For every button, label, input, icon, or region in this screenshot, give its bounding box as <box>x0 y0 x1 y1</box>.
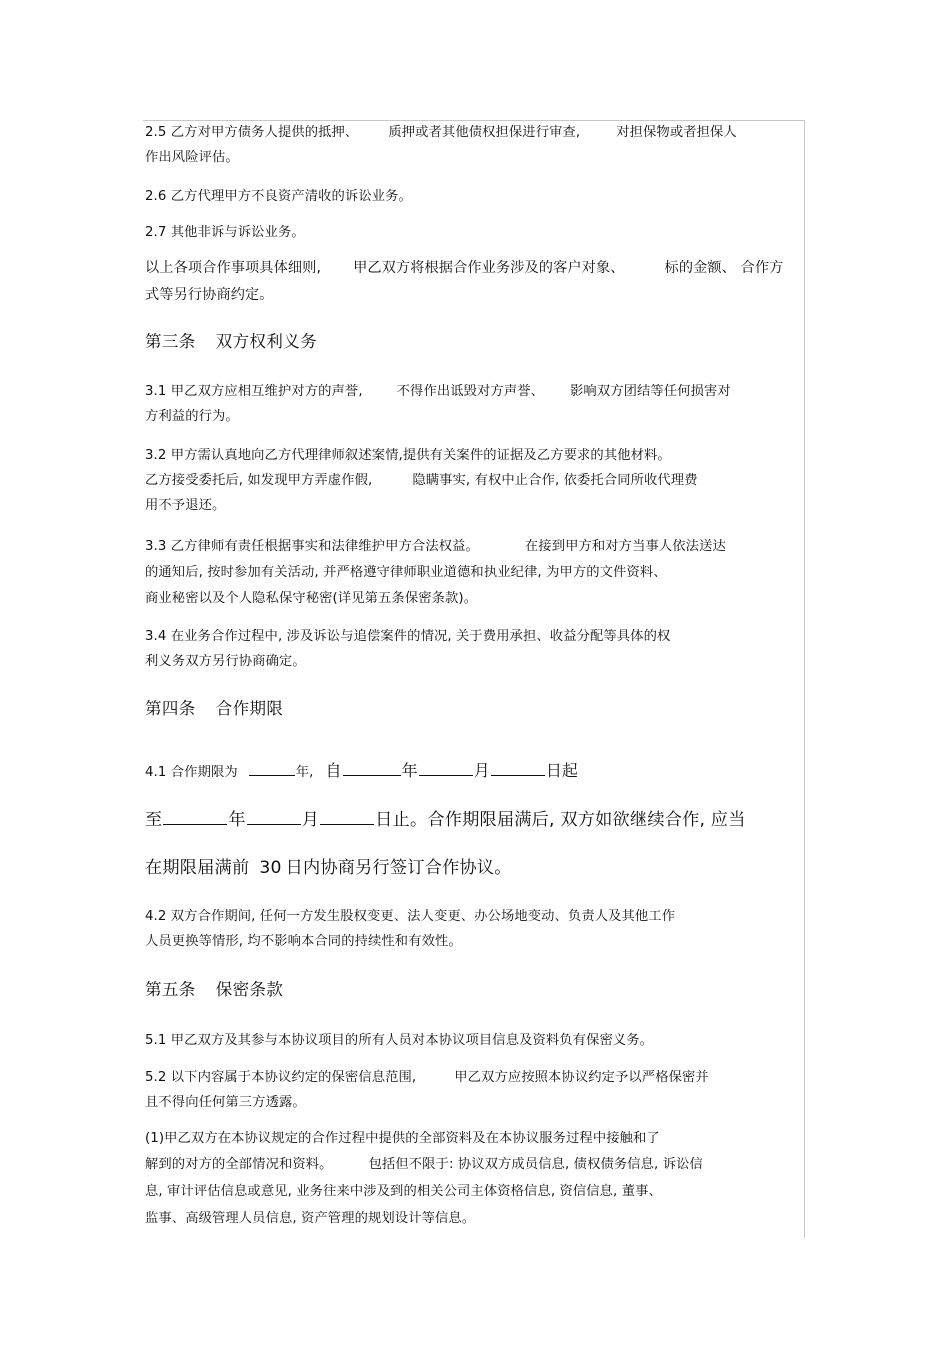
item-1-line-1: (1)甲乙双方在本协议规定的合作过程中提供的全部资料及在本协议服务过程中接触和了 <box>145 1131 660 1146</box>
clause-4-1-line-2: 至 年 月 日止。合作期限届满后, 双方如欲继续合作, 应当 <box>145 806 746 832</box>
clause-3-1-line-2: 方利益的行为。 <box>145 409 239 424</box>
blank-start-month <box>419 760 473 776</box>
clause-3-3-line-1: 3.3 乙方律师有责任根据事实和法律维护甲方合法权益。 在接到甲方和对方当事人依法送达 <box>145 539 726 554</box>
clause-5-2-line-1: 5.2 以下内容属于本协议约定的保密信息范围, 甲乙双方应按照本协议约定予以严格保密并 <box>145 1070 709 1085</box>
clause-2-5-line-2: 作出风险评估。 <box>145 150 239 165</box>
blank-start-year <box>343 760 401 776</box>
clause-3-2-line-1: 3.2 甲方需认真地向乙方代理律师叙述案情,提供有关案件的证据及乙方要求的其他材料。 <box>145 448 671 463</box>
article-3-heading: 第三条 双方权利义务 <box>145 332 318 351</box>
clause-4-2-line-1: 4.2 双方合作期间, 任何一方发生股权变更、法人变更、办公场地变动、负责人及其他工作 <box>145 909 676 924</box>
clause-3-2-line-3: 用不予退还。 <box>145 498 226 513</box>
clause-4-1-line-3: 在期限届满前 30 日内协商另行签订合作协议。 <box>145 858 512 878</box>
clause-5-2-line-2: 且不得向任何第三方透露。 <box>145 1095 306 1110</box>
item-1-line-3: 息, 审计评估信息或意见, 业务往来中涉及到的相关公司主体资格信息, 资信信息, 董事、 <box>145 1184 662 1199</box>
item-1-line-4: 监事、高级管理人员信息, 资产管理的规划设计等信息。 <box>145 1211 476 1226</box>
blank-end-year <box>163 806 227 825</box>
summary-line-1: 以上各项合作事项具体细则, 甲乙双方将根据合作业务涉及的客户对象、 标的金额、 合作方 <box>145 260 784 276</box>
clause-3-3-line-2: 的通知后, 按时参加有关活动, 并严格遵守律师职业道德和执业纪律, 为甲方的文件资料、 <box>145 565 667 580</box>
blank-start-day <box>491 760 545 776</box>
clause-3-4-line-2: 利义务双方另行协商确定。 <box>145 654 306 669</box>
clause-3-2-line-2: 乙方接受委托后, 如发现甲方弄虚作假, 隐瞒事实, 有权中止合作, 依委托合同所收代理费 <box>145 473 698 488</box>
clause-4-1-line-1: 4.1 合作期限为 年, 自 年 月 日起 <box>145 761 579 780</box>
clause-3-3-line-3: 商业秘密以及个人隐私保守秘密(详见第五条保密条款)。 <box>145 591 478 606</box>
article-5-heading: 第五条 保密条款 <box>145 980 284 999</box>
clause-2-7: 2.7 其他非诉与诉讼业务。 <box>145 225 305 240</box>
article-4-heading: 第四条 合作期限 <box>145 699 284 718</box>
clause-2-6: 2.6 乙方代理甲方不良资产清收的诉讼业务。 <box>145 189 412 204</box>
clause-4-2-line-2: 人员更换等情形, 均不影响本合同的持续性和有效性。 <box>145 934 462 949</box>
clause-5-1: 5.1 甲乙双方及其参与本协议项目的所有人员对本协议项目信息及资料负有保密义务。 <box>145 1033 654 1048</box>
item-1-line-2: 解到的对方的全部情况和资料。 包括但不限于: 协议双方成员信息, 债权债务信息, 诉讼信 <box>145 1157 703 1172</box>
clause-3-4-line-1: 3.4 在业务合作过程中, 涉及诉讼与追偿案件的情况, 关于费用承担、收益分配等具体的权 <box>145 629 671 644</box>
blank-years <box>249 760 295 776</box>
blank-end-day <box>320 806 374 825</box>
summary-line-2: 式等另行协商约定。 <box>145 287 274 303</box>
clause-2-5-line-1: 2.5 乙方对甲方债务人提供的抵押、 质押或者其他债权担保进行审查, 对担保物或者担保人 <box>145 125 737 140</box>
clause-3-1-line-1: 3.1 甲乙双方应相互维护对方的声誉, 不得作出诋毁对方声誉、 影响双方团结等任何损害对 <box>145 384 731 399</box>
blank-end-month <box>247 806 301 825</box>
